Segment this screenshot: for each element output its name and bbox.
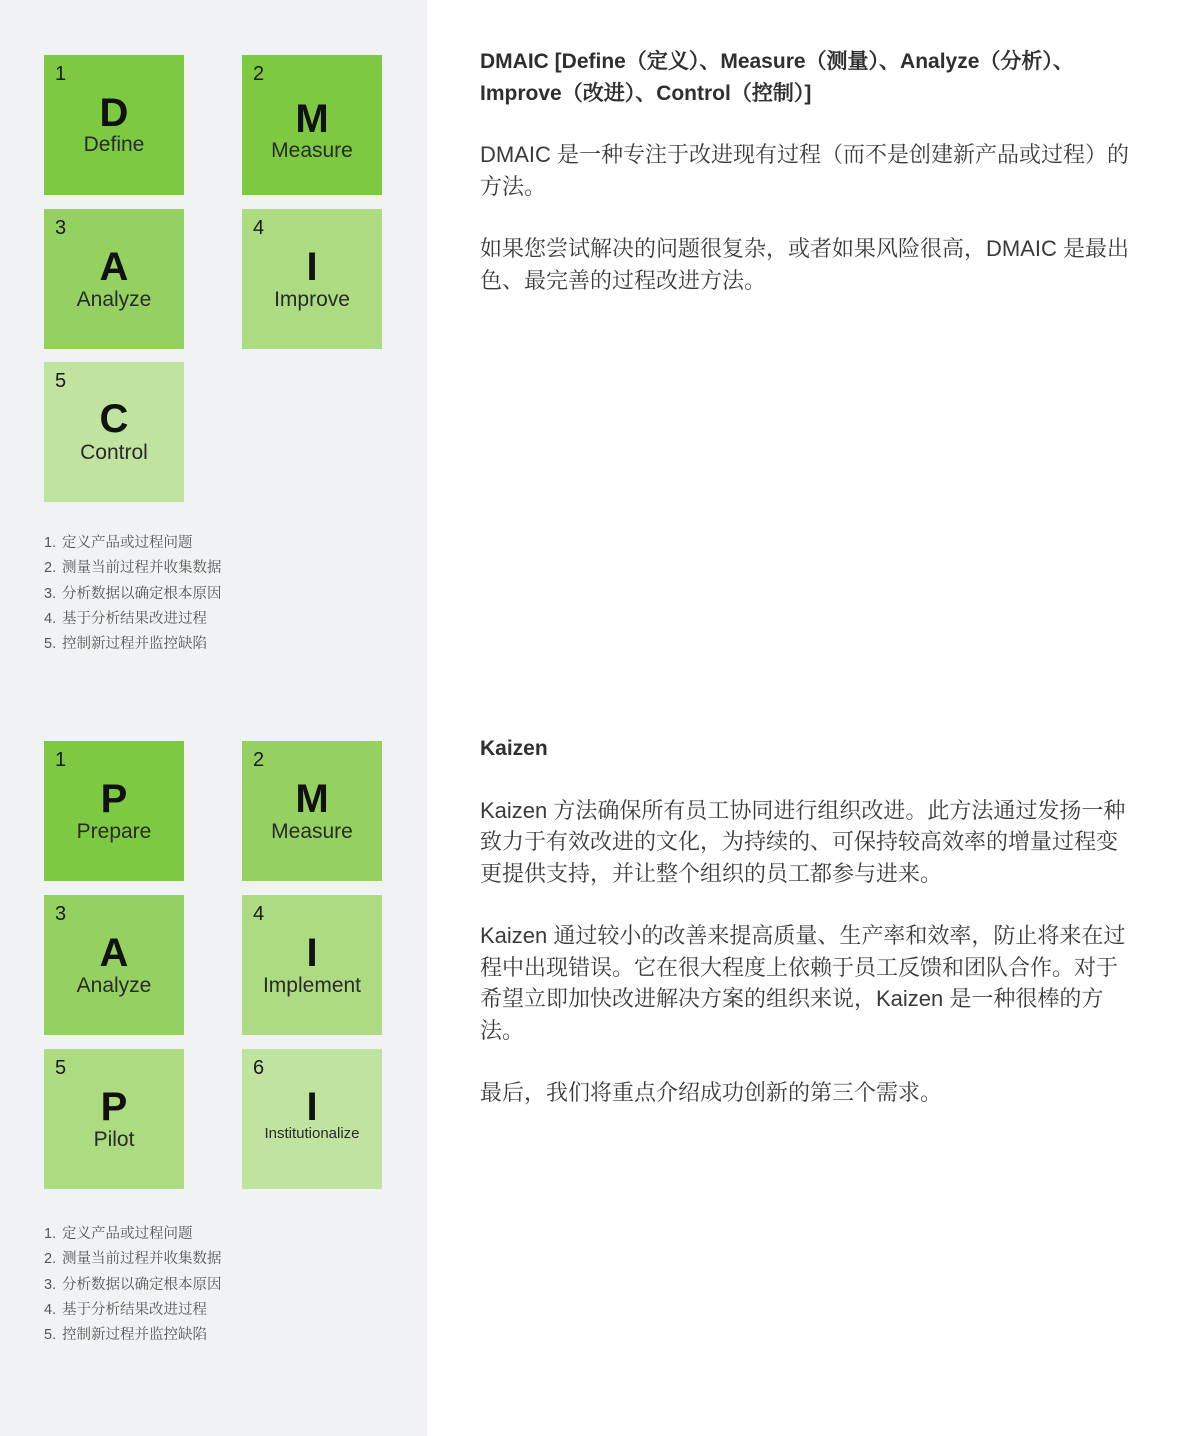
list-item: 4. 基于分析结果改进过程 [44,1301,207,1318]
tile-word: Institutionalize [264,1125,360,1142]
list-item: 3. 分析数据以确定根本原因 [44,1276,222,1293]
tile-number: 1 [55,749,67,771]
kaizen-tile-implement [242,895,382,1035]
tile-word: Improve [274,288,350,311]
kaizen-text-section [480,733,1130,1109]
kaizen-steps-list [44,1222,222,1348]
tile-letter: I [306,931,318,975]
kaizen-tile-pilot [44,1049,184,1189]
tile-letter: I [306,245,318,289]
tile-number: 3 [55,217,67,239]
dmaic-steps-list [44,531,222,657]
tile-number: 2 [253,63,265,85]
tile-word: Define [83,133,145,156]
tile-letter: A [99,245,129,289]
kaizen-paragraph-1: Kaizen 方法确保所有员工协同进行组织改进。此方法通过发扬一种致力于有效改进的文化，为持续的、可保持较高效率的增量过程变更提供支持，并让整个组织的员工都参与进来。 [480,797,1126,886]
dmaic-paragraph-2: 如果您尝试解决的问题很复杂，或者如果风险很高，DMAIC 是最出色、最完善的过程改进方法。 [480,236,1130,293]
list-item: 3. 分析数据以确定根本原因 [44,585,222,602]
kaizen-tile-institutionalize [242,1049,382,1189]
kaizen-paragraph-3: 最后，我们将重点介绍成功创新的第三个需求。 [480,1080,943,1105]
list-item: 2. 测量当前过程并收集数据 [44,1251,222,1268]
dmaic-text-section [480,46,1130,296]
kaizen-tile-analyze [44,895,184,1035]
list-item: 5. 控制新过程并监控缺陷 [44,1327,207,1344]
tile-number: 4 [253,217,265,239]
tile-letter: P [100,777,128,821]
kaizen-paragraph-2: Kaizen 通过较小的改善来提高质量、生产率和效率，防止将来在过程中出现错误。它在很大程度上依赖于员工反馈和团队合作。对于希望立即加快改进解决方案的组织来说，Kaizen 是一种很棒的方法。 [480,923,1126,1043]
tile-letter: C [99,397,129,441]
dmaic-tile-improve [242,209,382,349]
tile-letter: I [306,1085,318,1129]
left-panel [0,0,427,1436]
kaizen-tile-measure [242,741,382,881]
kaizen-tile-prepare [44,741,184,881]
dmaic-tile-define [44,55,184,195]
tile-number: 2 [253,749,265,771]
tile-word: Implement [262,974,362,997]
tile-number: 5 [55,1057,67,1079]
list-item: 2. 测量当前过程并收集数据 [44,560,222,577]
tile-letter: M [295,777,329,821]
kaizen-heading: Kaizen [480,737,548,760]
tile-letter: M [295,97,329,141]
list-item: 1. 定义产品或过程问题 [44,1226,193,1242]
tile-letter: D [99,91,129,135]
tile-number: 6 [253,1057,265,1079]
list-item: 5. 控制新过程并监控缺陷 [44,636,207,653]
dmaic-paragraph-1: DMAIC 是一种专注于改进现有过程（而不是创建新产品或过程）的方法。 [480,142,1130,199]
tile-word: Analyze [76,288,152,311]
list-item: 4. 基于分析结果改进过程 [44,610,207,627]
dmaic-tile-measure [242,55,382,195]
tile-number: 3 [55,903,67,925]
tile-word: Measure [271,139,353,162]
tile-word: Prepare [76,820,152,843]
tile-word: Analyze [76,974,152,997]
tile-word: Measure [271,820,353,843]
dmaic-tile-analyze [44,209,184,349]
tile-number: 5 [55,370,67,392]
dmaic-heading: DMAIC [Define（定义）、Measure（测量）、Analyze（分析）、Improve（改进）、Control（控制）] [480,50,1074,105]
tile-letter: P [100,1085,128,1129]
tile-number: 1 [55,63,67,85]
tile-word: Pilot [93,1128,135,1151]
dmaic-tile-control [44,362,184,502]
tile-word: Control [80,441,148,464]
tile-letter: A [99,931,129,975]
list-item: 1. 定义产品或过程问题 [44,535,193,551]
tile-number: 4 [253,903,265,925]
